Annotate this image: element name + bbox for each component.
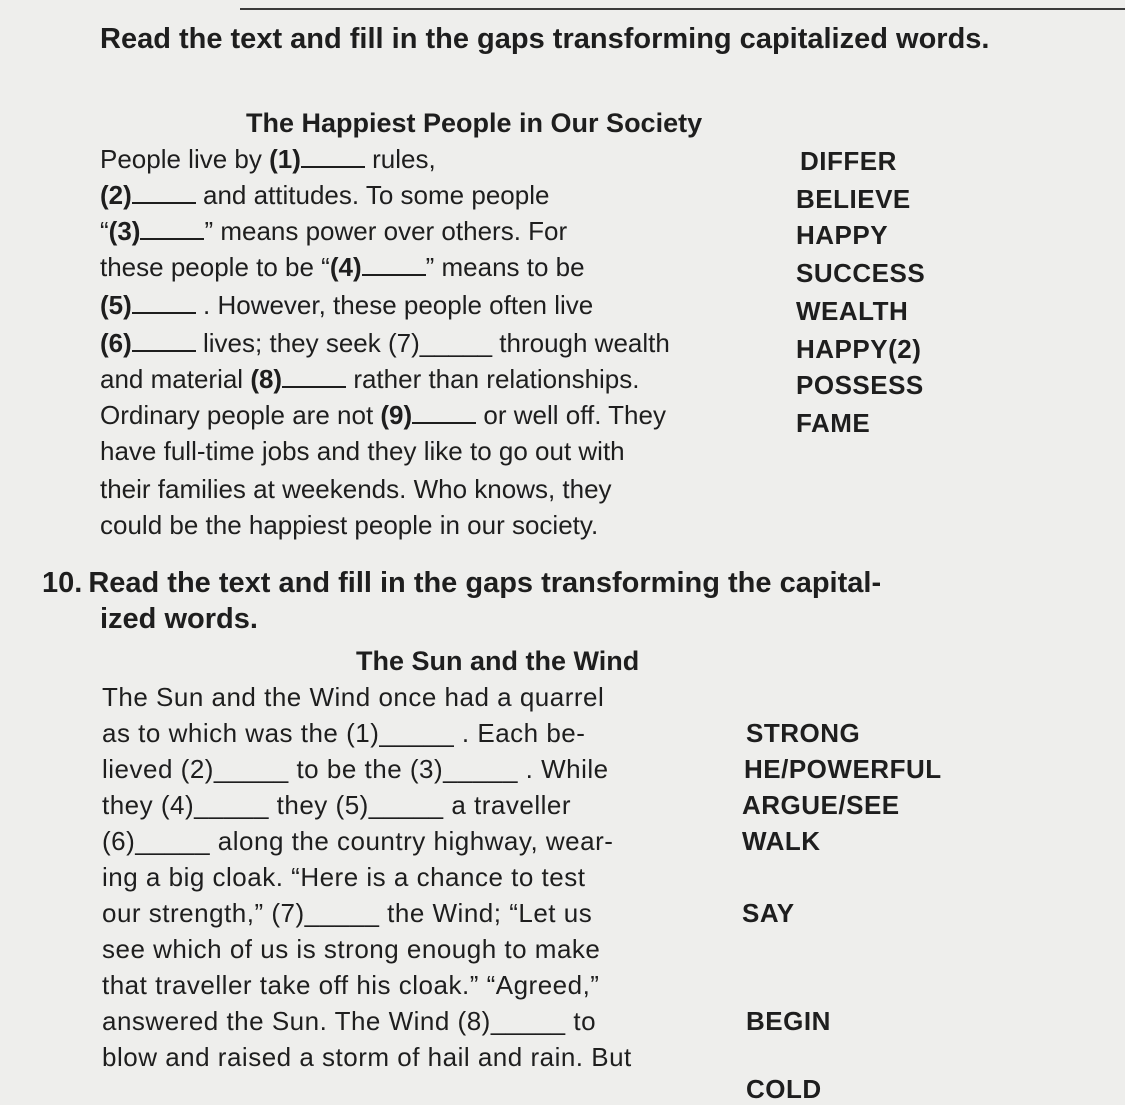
- text-line: answered the Sun. The Wind (8)_____ to: [102, 1006, 597, 1036]
- gap-number: (6): [100, 328, 132, 358]
- text-line: [100, 472, 612, 506]
- line-text: Ordinary people are not: [100, 400, 381, 430]
- keyword: HAPPY(2): [796, 334, 922, 364]
- line-text-after: rather than relationships.: [346, 364, 640, 394]
- keyword: COLD: [746, 1074, 822, 1104]
- text-line: [100, 434, 625, 468]
- line-text: “: [100, 216, 109, 246]
- line-text: have full-time jobs and they like to go out with: [100, 436, 625, 466]
- keyword: HE/POWERFUL: [744, 754, 942, 784]
- text-line: as to which was the (1)_____ . Each be-: [102, 718, 586, 748]
- line-text-after: or well off. They: [476, 400, 666, 430]
- text-line: [100, 250, 585, 284]
- gap-number: (3): [108, 216, 141, 246]
- keyword: DIFFER: [800, 146, 897, 176]
- text-line: The Sun and the Wind once had a quarrel: [102, 682, 605, 712]
- keyword: SAY: [742, 898, 795, 928]
- gap-number: (2): [100, 180, 132, 210]
- keyword: FAME: [796, 408, 871, 438]
- answer-gap[interactable]: [132, 294, 196, 314]
- exercise-10-title: The Sun and the Wind: [356, 646, 640, 676]
- line-text-after: . However, these people often live: [195, 290, 594, 320]
- keyword: WEALTH: [796, 296, 909, 326]
- exercise-10-instruction-cont: ized words.: [100, 603, 258, 635]
- keyword: SUCCESS: [796, 258, 926, 288]
- text-line: see which of us is strong enough to make: [102, 934, 601, 964]
- gap-number: (5): [100, 290, 132, 320]
- text-line: lieved (2)_____ to be the (3)_____ . While: [102, 754, 609, 784]
- text-line: blow and raised a storm of hail and rain. But: [102, 1042, 632, 1072]
- exercise-9-instruction: Read the text and fill in the gaps transforming capitalized words.: [100, 23, 990, 55]
- line-text: these people to be “: [100, 252, 330, 282]
- answer-gap[interactable]: [362, 256, 426, 276]
- answer-gap[interactable]: [282, 368, 346, 388]
- line-text: their families at weekends. Who knows, they: [100, 474, 612, 504]
- keyword: HAPPY: [796, 220, 889, 250]
- text-line: that traveller take off his cloak.” “Agreed,”: [102, 970, 600, 1000]
- line-text-after: lives; they seek (7)_____ through wealth: [195, 328, 670, 358]
- keyword: STRONG: [746, 718, 861, 748]
- text-line: [100, 326, 670, 360]
- line-text-after: ” means power over others. For: [204, 216, 568, 246]
- text-line: [100, 362, 639, 396]
- keyword: POSSESS: [796, 370, 924, 400]
- exercise-10-instruction: 10. Read the text and fill in the gaps transforming the capital-: [42, 567, 882, 599]
- text-line: [100, 142, 436, 176]
- line-text-after: and attitudes. To some people: [195, 180, 550, 210]
- answer-gap[interactable]: [132, 332, 196, 352]
- text-line: [100, 214, 567, 248]
- answer-gap[interactable]: [301, 148, 365, 168]
- text-line: [100, 508, 598, 542]
- exercise-9-title: The Happiest People in Our Society: [246, 108, 703, 138]
- answer-gap[interactable]: [412, 404, 476, 424]
- keyword: WALK: [742, 826, 821, 856]
- gap-number: (9): [380, 400, 413, 430]
- line-text: and material: [100, 364, 251, 394]
- text-line: [100, 288, 593, 322]
- line-text: People live by: [100, 144, 270, 174]
- gap-number: (8): [250, 364, 283, 394]
- text-line: they (4)_____ they (5)_____ a traveller: [102, 790, 571, 820]
- line-text-after: ” means to be: [425, 252, 585, 282]
- text-line: [100, 398, 666, 432]
- keyword: ARGUE/SEE: [742, 790, 900, 820]
- text-line: (6)_____ along the country highway, wear-: [102, 826, 614, 856]
- keyword: BELIEVE: [796, 184, 911, 214]
- answer-gap[interactable]: [140, 220, 204, 240]
- keyword: BEGIN: [746, 1006, 831, 1036]
- gap-number: (1): [269, 144, 301, 174]
- text-line: ing a big cloak. “Here is a chance to test: [102, 862, 586, 892]
- page-top-rule: [240, 8, 1125, 10]
- text-line: [100, 178, 549, 212]
- line-text: could be the happiest people in our society.: [100, 510, 599, 540]
- gap-number: (4): [329, 252, 362, 282]
- answer-gap[interactable]: [132, 184, 196, 204]
- line-text-after: rules,: [364, 144, 436, 174]
- text-line: our strength,” (7)_____ the Wind; “Let us: [102, 898, 593, 928]
